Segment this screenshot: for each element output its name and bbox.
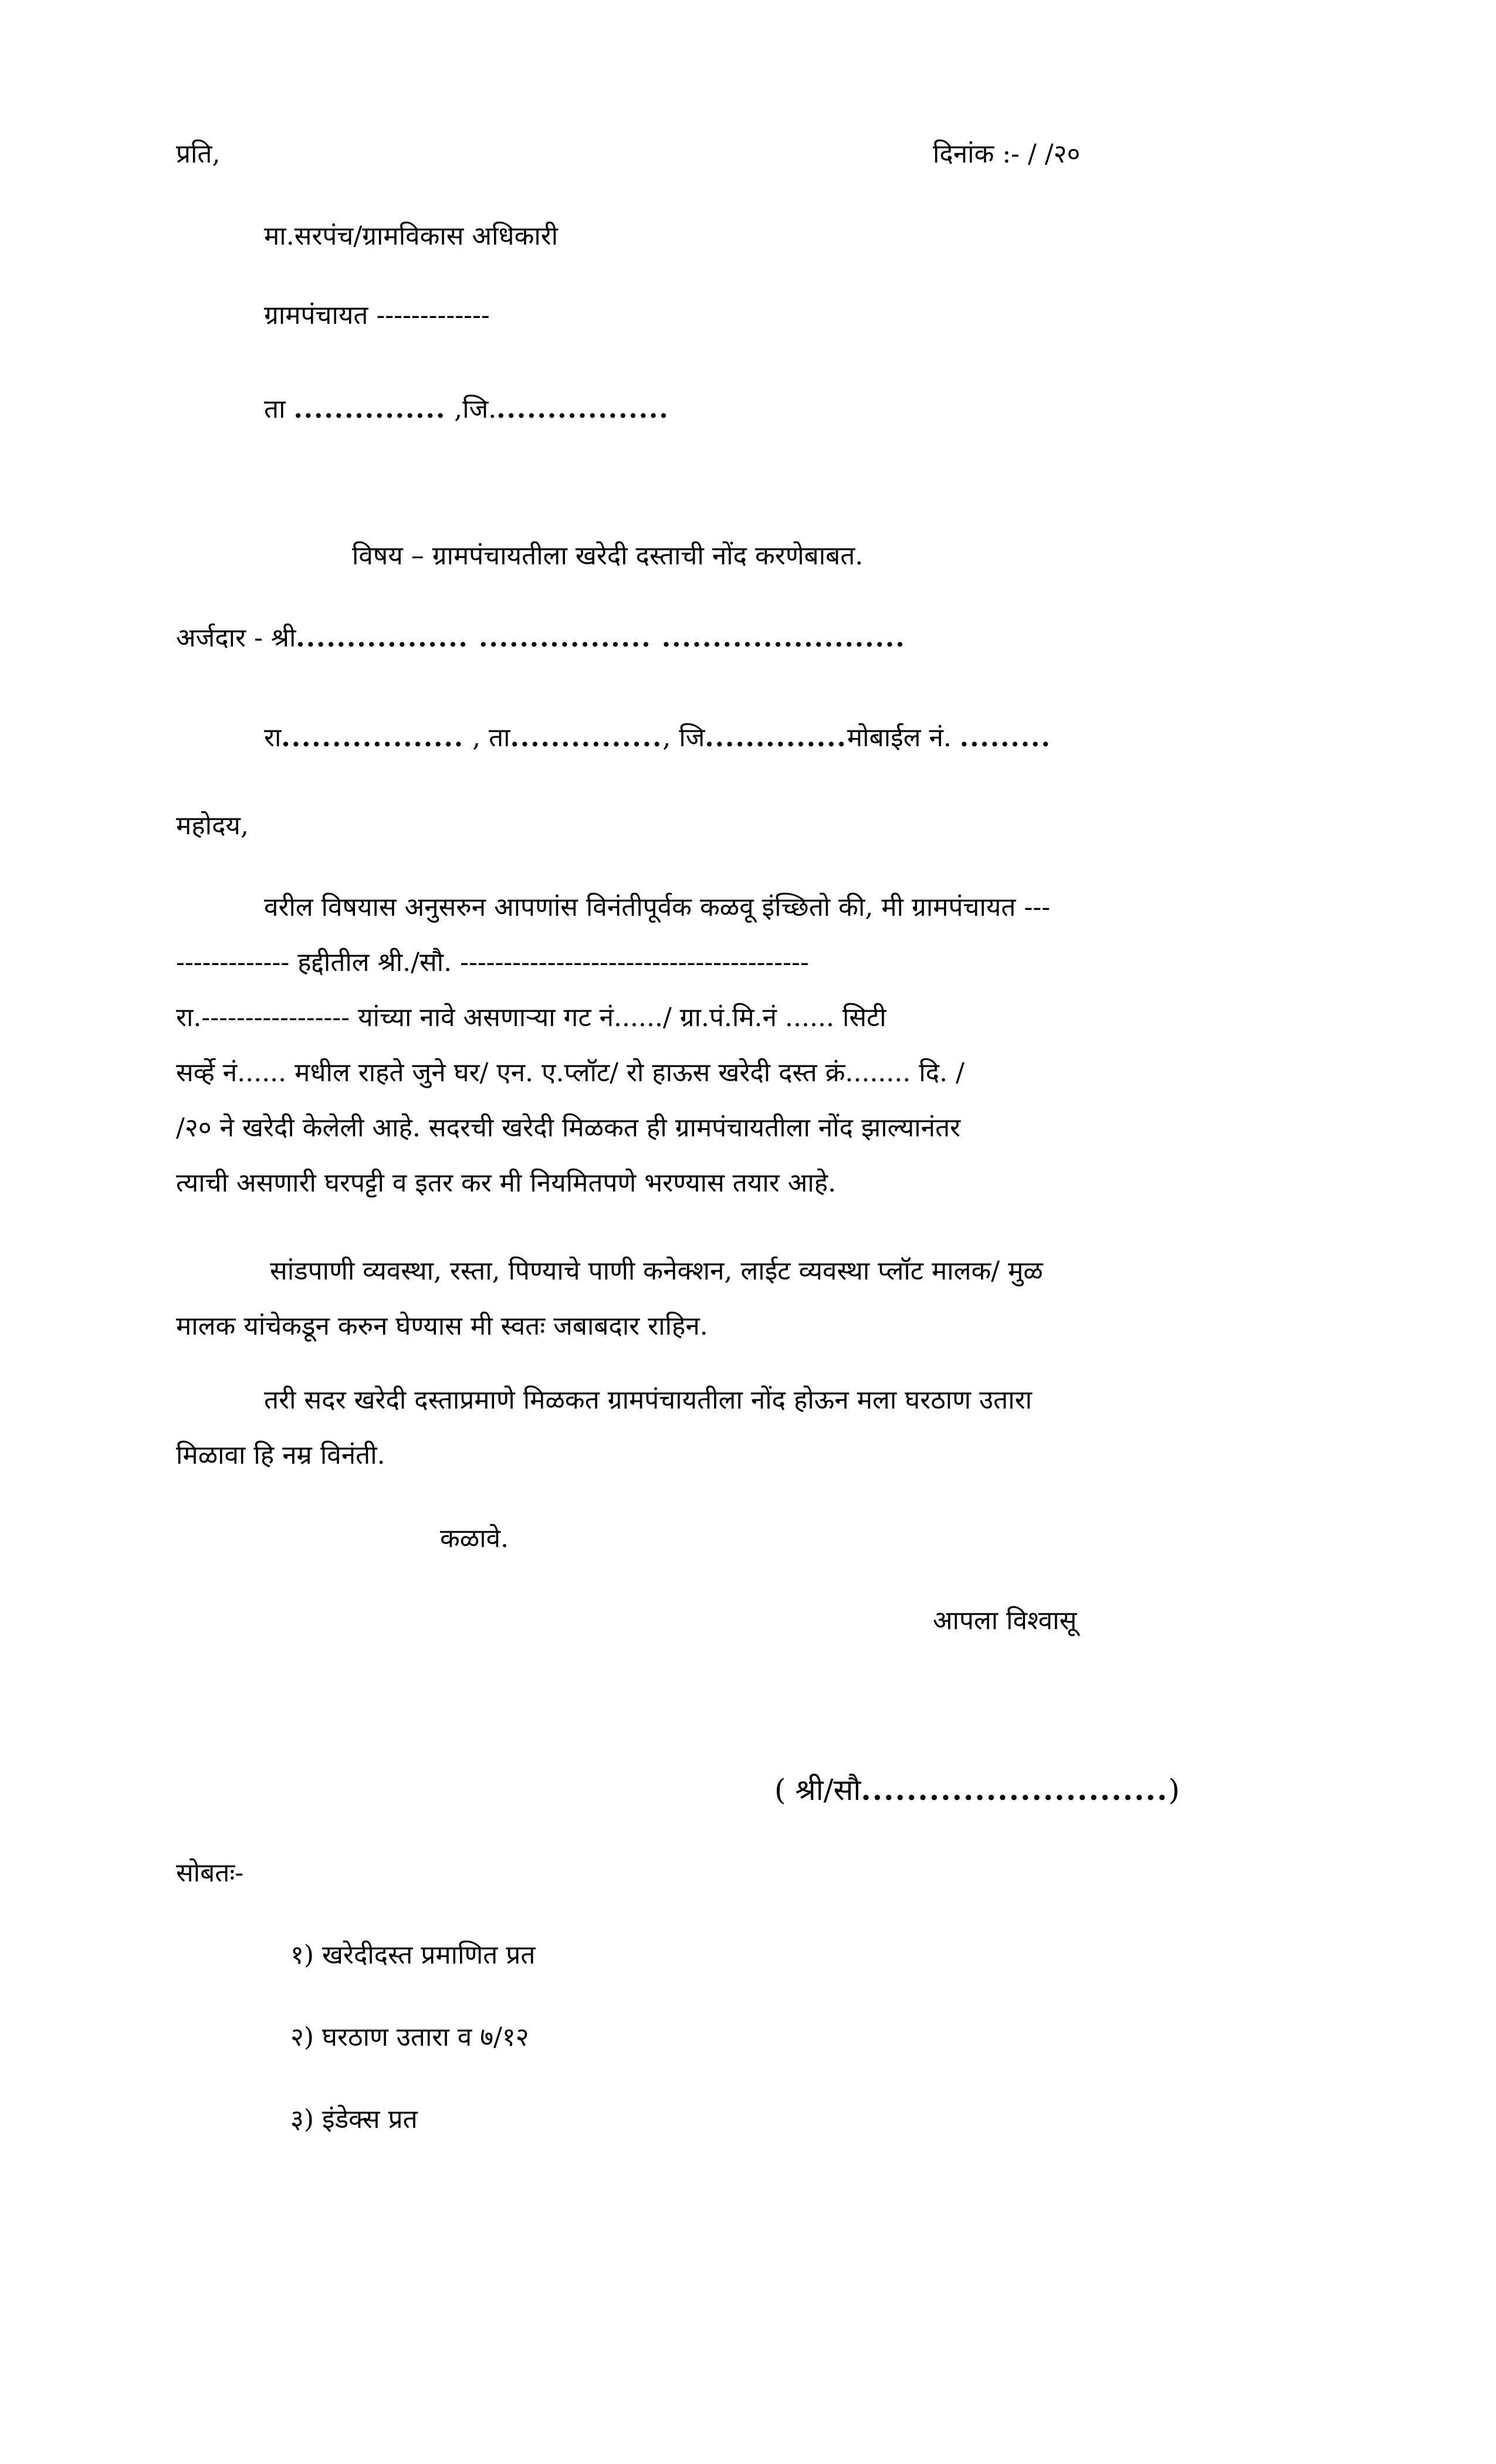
aapla-vishwasu: आपला विश्वासू xyxy=(933,1606,1077,1636)
paragraph-1-line: /२० ने खरेदी केलेली आहे. सदरची खरेदी मिळकत ही ग्रामपंचायतीला नोंद झाल्यानंतर xyxy=(176,1113,961,1143)
ra-blank: .................. xyxy=(281,723,465,753)
paragraph-3-line: मिळावा हि नम्र विनंती. xyxy=(176,1440,385,1470)
paragraph-1 xyxy=(176,880,1320,1211)
enclosure-item: १) खरेदीदस्त प्रमाणित प्रत xyxy=(290,1940,536,1970)
date-field: दिनांक :- / /२० xyxy=(933,139,1081,169)
addressee-title: मा.सरपंच/ग्रामविकास अधिकारी xyxy=(264,221,559,251)
enclosures-label: सोबतः- xyxy=(176,1858,244,1888)
applicant-line xyxy=(176,619,906,654)
paragraph-1-line: ------------- हद्दीतील श्री./सौ. ---------------------------------------- xyxy=(176,947,809,977)
paragraph-2-line: मालक यांचेकडून करुन घेण्यास मी स्वतः जबाबदार राहिन. xyxy=(176,1311,708,1341)
subject-line: विषय – ग्रामपंचायतीला खरेदी दस्ताची नोंद करणेबाबत. xyxy=(352,541,864,571)
ji-blank: .............. xyxy=(705,723,847,753)
paragraph-1-line: त्याची असणारी घरपट्टी व इतर कर मी नियमितपणे भरण्यास तयार आहे. xyxy=(176,1168,837,1198)
enclosure-item: २) घरठाण उतारा व ७/१२ xyxy=(290,2022,529,2052)
signature-open: ( श्री/सौ xyxy=(774,1773,861,1807)
enclosure-item: ३) इंडेक्स प्रत xyxy=(290,2104,418,2134)
taluka-label: ता xyxy=(264,394,286,424)
district-label: ,जि. xyxy=(446,394,497,424)
ta-blank: ............... xyxy=(510,723,663,753)
applicant-label: अर्जदार - श्री xyxy=(176,623,296,653)
ji-label: , जि xyxy=(662,723,705,753)
signature-blank: ........................... xyxy=(861,1772,1169,1807)
paragraph-1-line: सर्व्हे नं...... मधील राहते जुने घर/ एन. ए.प्लॉट/ रो हाऊस खरेदी दस्त क्रं........ दि. / xyxy=(176,1058,964,1088)
paragraph-3 xyxy=(176,1373,1320,1483)
mobile-label: मोबाईल नं. xyxy=(847,723,960,753)
ra-label: रा xyxy=(264,723,282,753)
applicant-address-line xyxy=(264,719,1051,754)
addressee-grampanchayat: ग्रामपंचायत ------------- xyxy=(264,300,490,330)
paragraph-3-line: तरी सदर खरेदी दस्ताप्रमाणे मिळकत ग्रामपंचायतीला नोंद होऊन मला घरठाण उतारा xyxy=(264,1385,1032,1415)
prati-label: प्रति, xyxy=(176,139,221,169)
kalave-text: कळावे. xyxy=(440,1524,509,1553)
ta-label: , ता xyxy=(464,723,510,753)
paragraph-1-line: वरील विषयास अनुसरुन आपणांस विनंतीपूर्वक कळवू इंच्छितो की, मी ग्रामपंचायत --- xyxy=(264,892,1051,922)
salutation: महोदय, xyxy=(176,811,249,841)
paragraph-2 xyxy=(176,1244,1320,1354)
signature-line xyxy=(774,1769,1180,1809)
taluka-blank: ............... xyxy=(293,394,446,424)
district-blank: ................. xyxy=(496,394,669,424)
paragraph-2-line: सांडपाणी व्यवस्था, रस्ता, पिण्याचे पाणी कनेक्शन, लाईट व्यवस्था प्लॉट मालक/ मुळ xyxy=(270,1256,1043,1286)
applicant-name-blank: ................. ................. ........................ xyxy=(296,623,906,653)
paragraph-1-line: रा.----------------- यांच्या नावे असणाऱ्या गट नं....../ ग्रा.पं.मि.नं ...... सिटी xyxy=(176,1003,886,1033)
mobile-blank: ......... xyxy=(959,723,1051,753)
signature-close: ) xyxy=(1168,1773,1180,1807)
addressee-taluka-district xyxy=(264,390,669,425)
